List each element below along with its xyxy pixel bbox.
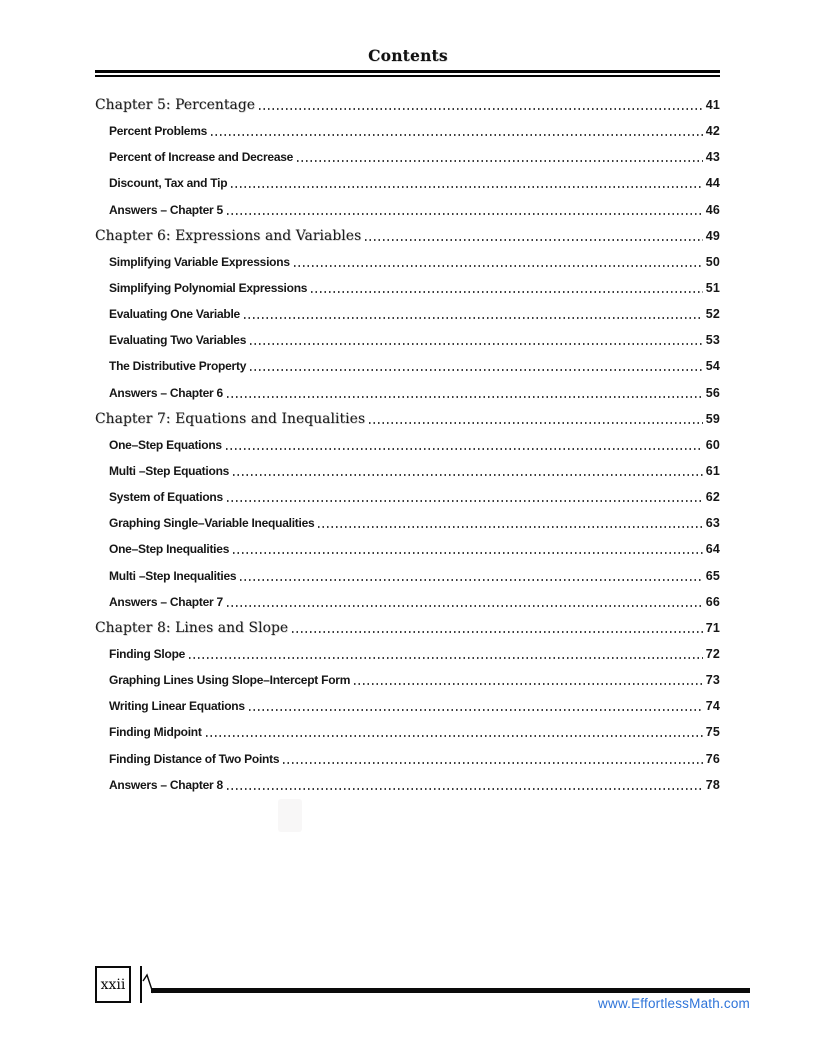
toc-item-row — [95, 432, 720, 458]
toc-item-row — [95, 380, 720, 406]
toc-item-label: Writing Linear Equations — [109, 699, 245, 714]
toc-item-label: Simplifying Polynomial Expressions — [109, 281, 308, 296]
toc-page-number: 54 — [705, 359, 720, 374]
toc-item-label: Percent of Increase and Decrease — [109, 150, 294, 165]
toc-item-label: Graphing Single–Variable Inequalities — [109, 516, 315, 531]
toc-chapter-title: Chapter 6: Expressions and Variables — [95, 227, 362, 244]
dot-leader — [227, 396, 703, 398]
toc-item-row — [95, 772, 720, 798]
dot-leader — [227, 605, 703, 607]
dot-leader — [227, 213, 703, 215]
toc-item-label: Multi –Step Inequalities — [109, 568, 237, 583]
page-title: Contents — [368, 46, 448, 65]
header-double-rule — [95, 70, 720, 77]
toc-page-number: 76 — [705, 751, 720, 766]
toc-chapter-row — [95, 406, 720, 432]
toc-page-number: 50 — [705, 254, 720, 269]
dot-leader — [365, 239, 702, 241]
toc-page-number: 53 — [705, 333, 720, 348]
toc-item-label: Graphing Lines Using Slope–Intercept Form — [109, 673, 351, 688]
dot-leader — [244, 317, 703, 319]
toc-page-number: 46 — [705, 202, 720, 217]
dot-leader — [311, 291, 702, 293]
toc-page-number: 43 — [705, 150, 720, 165]
toc-page-number: 51 — [705, 281, 720, 296]
toc-item-row — [95, 536, 720, 562]
toc-chapter-title: Chapter 5: Percentage — [95, 97, 256, 114]
toc-page-number: 44 — [705, 176, 720, 191]
toc-page-number: 52 — [705, 307, 720, 322]
dot-leader — [240, 579, 702, 581]
toc-item-row — [95, 641, 720, 667]
toc-page-number: 64 — [705, 542, 720, 557]
toc-item-row — [95, 458, 720, 484]
toc-item-row — [95, 327, 720, 353]
toc-item-label: Simplifying Variable Expressions — [109, 254, 290, 269]
dot-leader — [354, 683, 703, 685]
toc-page-number: 65 — [705, 568, 720, 583]
toc-chapter-title: Chapter 7: Equations and Inequalities — [95, 410, 366, 427]
toc-item-label: Evaluating One Variable — [109, 307, 240, 322]
dot-leader — [227, 500, 703, 502]
dot-leader — [189, 657, 703, 659]
toc-item-label: One–Step Equations — [109, 437, 222, 452]
toc-item-row — [95, 510, 720, 536]
dot-leader — [250, 369, 703, 371]
footer-rule-flourish — [141, 972, 753, 998]
dot-leader — [294, 265, 703, 267]
toc-item-label: Multi –Step Equations — [109, 464, 230, 479]
toc-page-number: 72 — [705, 647, 720, 662]
toc-item-row — [95, 197, 720, 223]
dot-leader — [206, 735, 703, 737]
toc-page-number: 71 — [705, 620, 720, 635]
dot-leader — [283, 762, 702, 764]
toc-page-number: 75 — [705, 725, 720, 740]
toc-item-row — [95, 144, 720, 170]
toc-item-label: Answers – Chapter 7 — [109, 594, 223, 609]
toc-item-row — [95, 719, 720, 745]
toc-item-label: System of Equations — [109, 490, 223, 505]
toc-chapter-row — [95, 223, 720, 249]
toc-item-row — [95, 118, 720, 144]
website-link[interactable]: www.EffortlessMath.com — [598, 996, 750, 1011]
dot-leader — [297, 160, 703, 162]
toc-item-row — [95, 301, 720, 327]
dot-leader — [250, 343, 703, 345]
toc-item-row — [95, 667, 720, 693]
toc-item-row — [95, 589, 720, 615]
toc-page-number: 63 — [705, 516, 720, 531]
dot-leader — [227, 788, 703, 790]
toc-item-label: Evaluating Two Variables — [109, 333, 247, 348]
dot-leader — [231, 186, 702, 188]
toc-item-label: Answers – Chapter 8 — [109, 777, 223, 792]
toc-item-label: Answers – Chapter 6 — [109, 385, 223, 400]
toc-page-number: 42 — [705, 124, 720, 139]
toc-page-number: 66 — [705, 594, 720, 609]
toc-page-number: 78 — [705, 777, 720, 792]
toc-item-label: The Distributive Property — [109, 359, 247, 374]
footer-page-number-box — [95, 966, 131, 1003]
footer-page-number: xxii — [100, 976, 126, 993]
toc-item-row — [95, 275, 720, 301]
toc-page-number: 56 — [705, 385, 720, 400]
toc-item-row — [95, 563, 720, 589]
scan-artifact — [278, 799, 302, 832]
toc-item-label: Percent Problems — [109, 124, 208, 139]
toc-item-row — [95, 693, 720, 719]
dot-leader — [318, 526, 702, 528]
dot-leader — [211, 134, 703, 136]
toc-page-number: 62 — [705, 490, 720, 505]
toc-page-number: 41 — [705, 98, 720, 113]
toc-item-label: One–Step Inequalities — [109, 542, 230, 557]
toc-page-number: 49 — [705, 228, 720, 243]
toc-item-row — [95, 484, 720, 510]
toc-chapter-row — [95, 92, 720, 118]
toc-item-label: Finding Midpoint — [109, 725, 202, 740]
toc-item-row — [95, 353, 720, 379]
toc-chapter-row — [95, 615, 720, 641]
toc-item-label: Discount, Tax and Tip — [109, 176, 228, 191]
toc-item-label: Finding Distance of Two Points — [109, 751, 280, 766]
dot-leader — [292, 631, 702, 633]
toc-page-number: 74 — [705, 699, 720, 714]
toc-page-number: 60 — [705, 437, 720, 452]
dot-leader — [259, 108, 703, 110]
toc-page-number: 73 — [705, 673, 720, 688]
toc-page-number: 61 — [705, 464, 720, 479]
toc-item-row — [95, 249, 720, 275]
dot-leader — [226, 448, 703, 450]
toc-item-row — [95, 170, 720, 196]
dot-leader — [249, 709, 703, 711]
toc-item-row — [95, 746, 720, 772]
dot-leader — [233, 474, 703, 476]
toc-item-label: Finding Slope — [109, 647, 186, 662]
toc-chapter-title: Chapter 8: Lines and Slope — [95, 619, 289, 636]
dot-leader — [233, 552, 703, 554]
toc-page-number: 59 — [705, 411, 720, 426]
dot-leader — [369, 422, 703, 424]
toc-list — [95, 92, 720, 798]
toc-item-label: Answers – Chapter 5 — [109, 202, 223, 217]
